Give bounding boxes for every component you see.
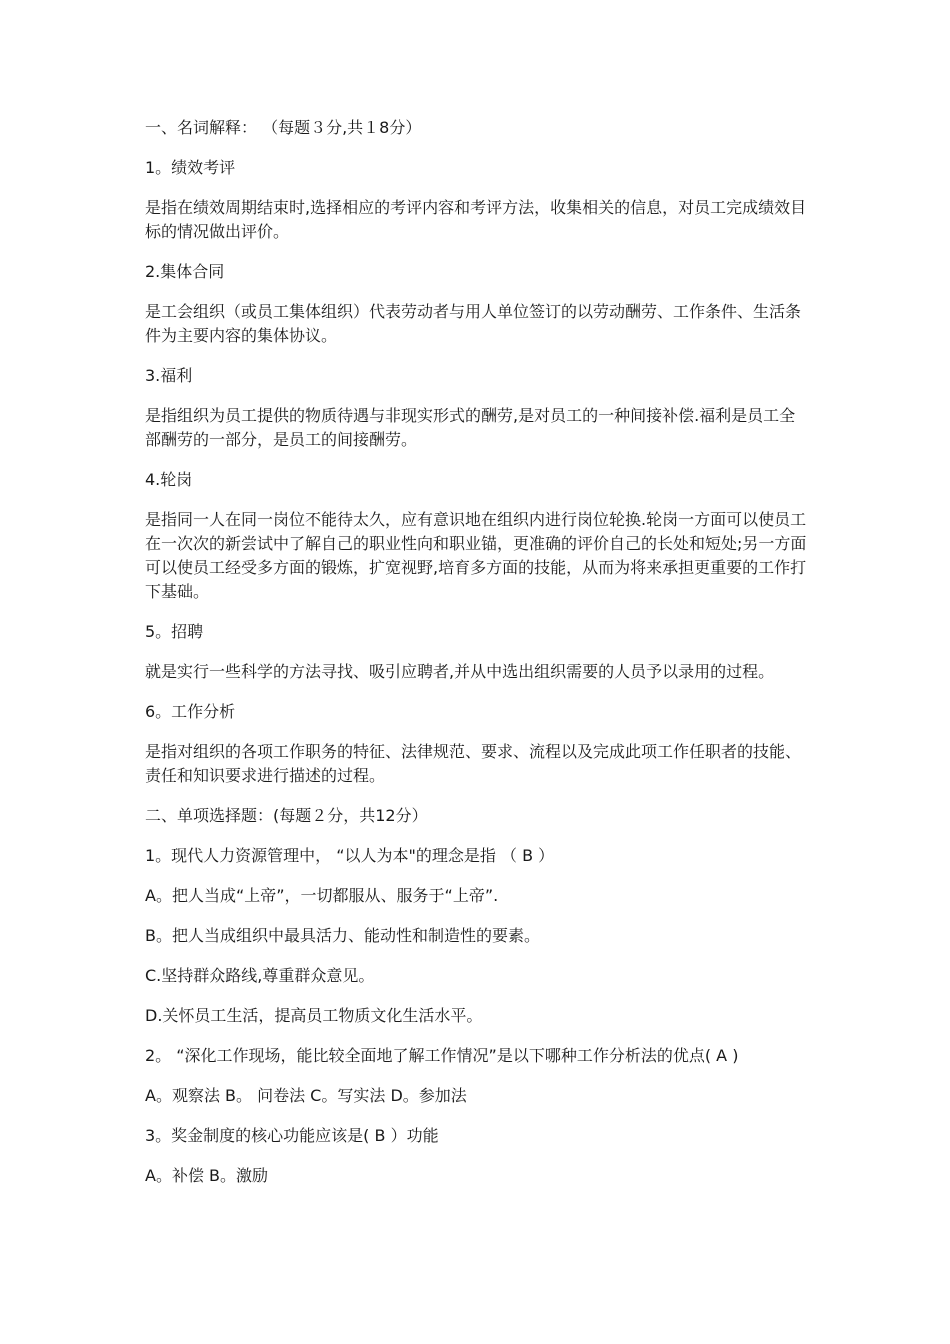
option: C.坚持群众路线,尊重群众意见。 [145,966,375,985]
term-definition: 是指同一人在同一岗位不能待太久，应有意识地在组织内进行岗位轮换.轮岗一方面可以使员工在一次次的新尝试中了解自己的职业性向和职业锚，更准确的评价自己的长处和短处;另一方面可以使员工经受多方面的锻炼，扩宽视野,培育多方面的技能，从而为将来承担更重要的工作打下基础。 [145,510,807,601]
section-heading-choice: 二、单项选择题：(每题２分，共12分） [145,806,428,825]
term-title: 6。工作分析 [145,702,236,721]
option: B。把人当成组织中最具活力、能动性和制造性的要素。 [145,926,540,945]
term-title: 5。招聘 [145,622,204,641]
term-title: 2.集体合同 [145,262,225,281]
term-definition: 就是实行一些科学的方法寻找、吸引应聘者,并从中选出组织需要的人员予以录用的过程。 [145,662,775,681]
document-body [145,116,810,1204]
term-definition: 是指对组织的各项工作职务的特征、法律规范、要求、流程以及完成此项工作任职者的技能、责任和知识要求进行描述的过程。 [145,742,802,785]
term-title: 4.轮岗 [145,470,193,489]
option: A。把人当成“上帝”，一切都服从、服务于“上帝”. [145,886,499,905]
term-title: 3.福利 [145,366,193,385]
question: 2。 “深化工作现场，能比较全面地了解工作情况”是以下哪种工作分析法的优点( A ) [145,1046,739,1065]
options-line: A。补偿 B。激励 [145,1166,269,1185]
question: 1。现代人力资源管理中， “以人为本"的理念是指 （ B ） [145,846,555,865]
section-heading-definitions: 一、名词解释： （每题３分,共１8分） [145,118,422,137]
term-title: 1。绩效考评 [145,158,236,177]
options-line: A。观察法 B。 问卷法 C。写实法 D。参加法 [145,1086,467,1105]
option: D.关怀员工生活，提高员工物质文化生活水平。 [145,1006,483,1025]
term-definition: 是指在绩效周期结束时,选择相应的考评内容和考评方法，收集相关的信息，对员工完成绩效目标的情况做出评价。 [145,198,807,241]
term-definition: 是工会组织（或员工集体组织）代表劳动者与用人单位签订的以劳动酬劳、工作条件、生活条件为主要内容的集体协议。 [145,302,802,345]
term-definition: 是指组织为员工提供的物质待遇与非现实形式的酬劳,是对员工的一种间接补偿.福利是员工全部酬劳的一部分，是员工的间接酬劳。 [145,406,796,449]
question: 3。奖金制度的核心功能应该是( B ）功能 [145,1126,439,1145]
